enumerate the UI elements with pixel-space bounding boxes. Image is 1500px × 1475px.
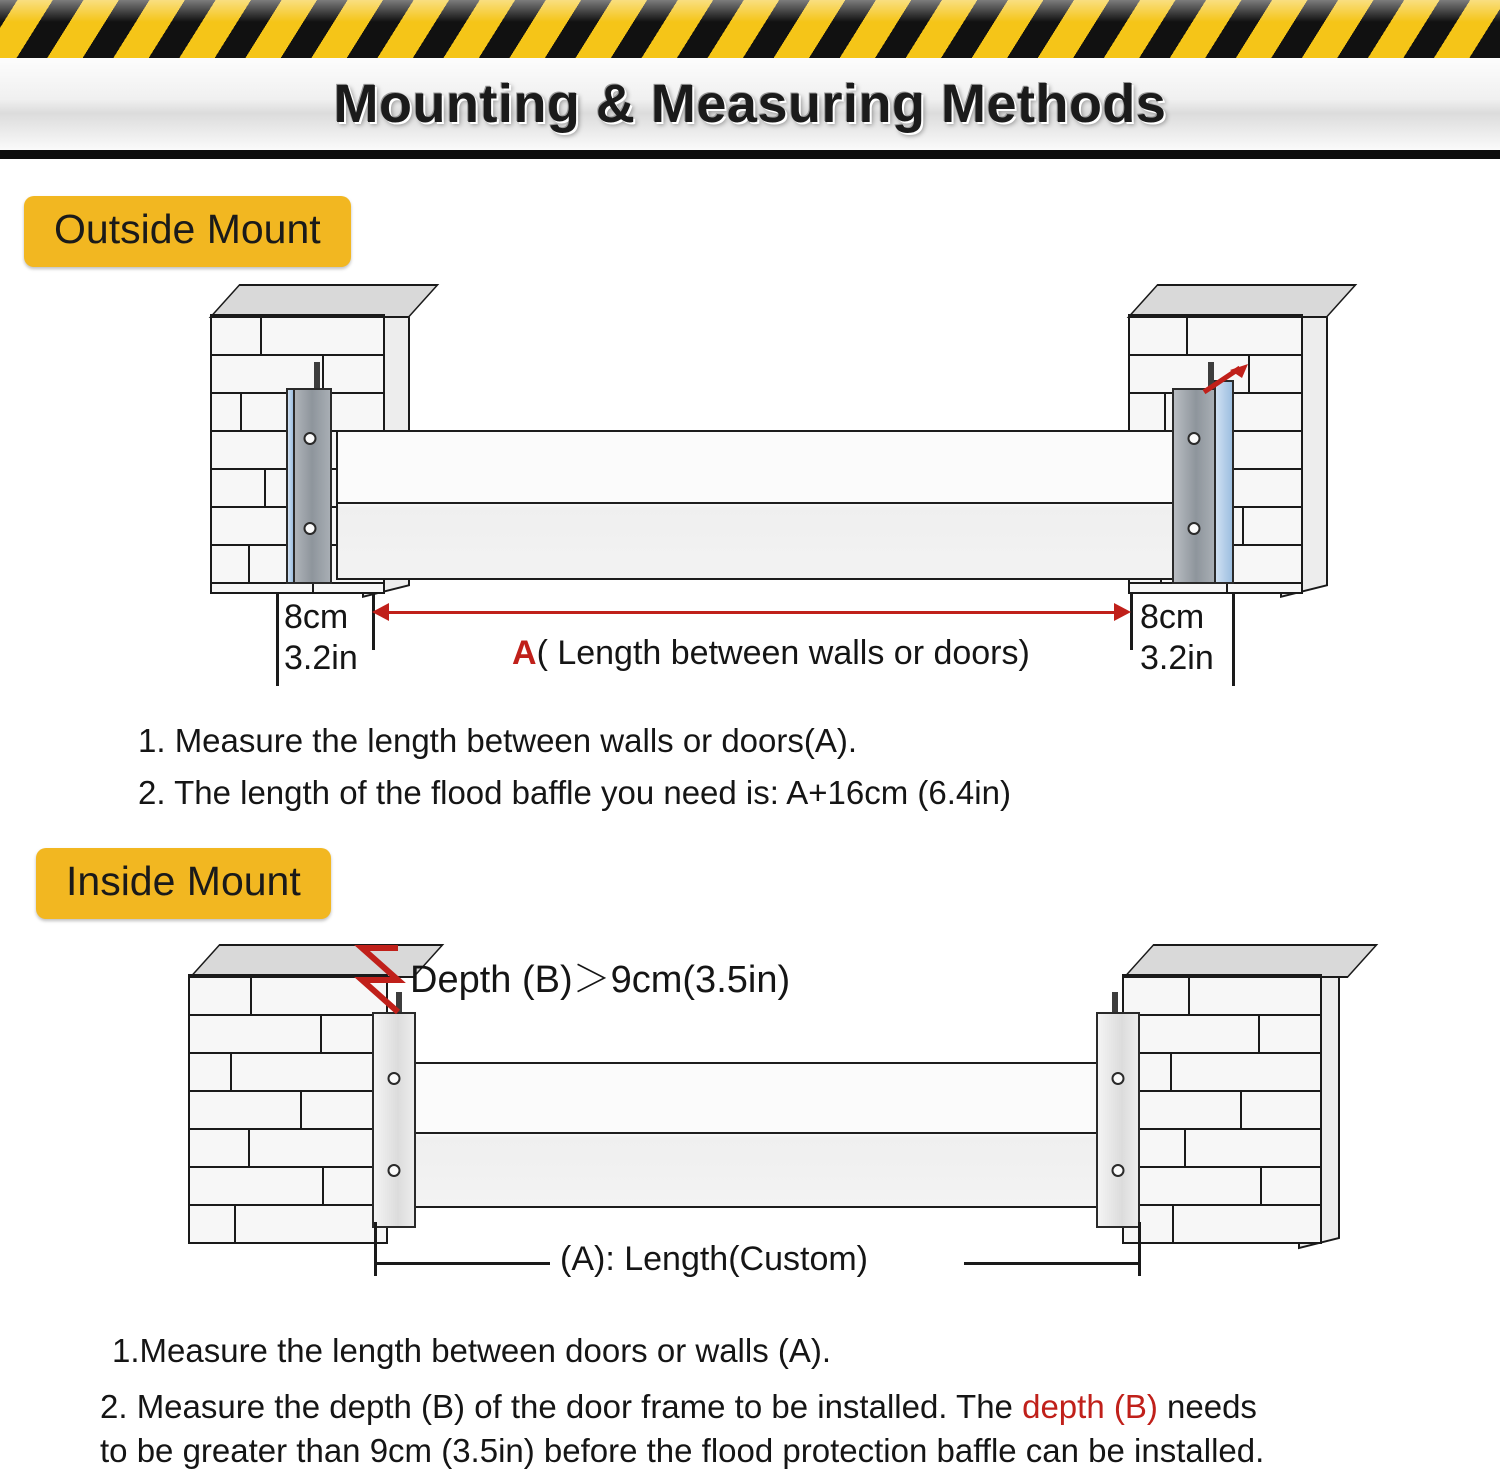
left-gap-dimension — [284, 597, 358, 680]
inside-note-2-tail: needs — [1157, 1388, 1257, 1425]
bracket-hole — [1188, 432, 1201, 445]
right-gap-dimension — [1140, 597, 1214, 680]
depth-callout-label: Depth (B)＞9cm(3.5in) — [410, 959, 791, 1001]
length-a-text: ( Length between walls or doors) — [536, 634, 1030, 672]
page-title: Mounting & Measuring Methods — [333, 74, 1167, 134]
baffle-seam — [410, 1132, 1116, 1134]
letter-a-label: A — [512, 634, 537, 672]
depth-marker-icon — [352, 944, 408, 1016]
right-dim-tick — [1232, 594, 1235, 686]
left-gap-cm: 8cm — [284, 598, 349, 636]
outside-note-1: 1. Measure the length between walls or doors(A). — [138, 722, 858, 759]
right-gap-in: 3.2in — [1140, 639, 1214, 678]
length-a-caption — [512, 634, 1030, 673]
bracket-hole — [304, 432, 317, 445]
inside-note-2-depth: depth (B) — [1022, 1388, 1158, 1425]
pillar-top-face — [209, 284, 440, 318]
outside-note-2: 2. The length of the flood baffle you need is: A+16cm (6.4in) — [138, 774, 1011, 811]
length-dimension-line — [388, 611, 1118, 614]
pillar-top-face — [1127, 284, 1358, 318]
inside-note-2 — [100, 1388, 1257, 1426]
inside-note-1: 1.Measure the length between doors or walls (A). — [112, 1332, 832, 1369]
flood-baffle-panel-inside — [408, 1062, 1118, 1208]
left-mount-bracket-inside — [372, 1012, 416, 1228]
inside-dim-line-left — [374, 1262, 550, 1265]
inside-note-3: to be greater than 9cm (3.5in) before the flood protection baffle can be installed. — [100, 1432, 1265, 1469]
title-plate — [0, 58, 1500, 159]
bracket-hole — [304, 522, 317, 535]
bracket-hole — [388, 1072, 401, 1085]
pillar-front-face — [1122, 974, 1322, 1244]
pillar-top-face — [1123, 944, 1379, 978]
section-label-outside-mount: Outside Mount — [24, 196, 351, 267]
left-seal-strip — [286, 388, 295, 584]
hazard-stripe-icon — [0, 0, 1500, 61]
dim-arrow-left-icon — [372, 603, 389, 621]
right-gap-cm: 8cm — [1140, 598, 1205, 636]
baffle-seam — [338, 502, 1172, 504]
bracket-hole — [1112, 1164, 1125, 1177]
inside-left-tick — [374, 1222, 377, 1276]
right-brick-pillar-inside — [1122, 944, 1322, 1244]
hazard-gloss — [0, 0, 1500, 22]
bracket-hole — [1188, 522, 1201, 535]
red-arrow-icon — [1200, 362, 1252, 398]
section-label-inside-mount: Inside Mount — [36, 848, 331, 919]
inside-note-2-text: 2. Measure the depth (B) of the door frame to be installed. The — [100, 1388, 1023, 1425]
header-band — [0, 0, 1500, 160]
right-mount-bracket — [1172, 388, 1216, 584]
bracket-hole — [1112, 1072, 1125, 1085]
left-dim-tick — [276, 594, 279, 686]
inside-dim-line-right — [964, 1262, 1138, 1265]
inside-right-tick — [1138, 1222, 1141, 1276]
bracket-hole — [388, 1164, 401, 1177]
dim-arrow-right-icon — [1114, 603, 1131, 621]
right-mount-bracket-inside — [1096, 1012, 1140, 1228]
right-seal-strip — [1214, 380, 1234, 584]
inside-length-label: (A): Length(Custom) — [560, 1240, 868, 1278]
flood-baffle-panel — [336, 430, 1174, 580]
left-gap-in: 3.2in — [284, 639, 358, 678]
